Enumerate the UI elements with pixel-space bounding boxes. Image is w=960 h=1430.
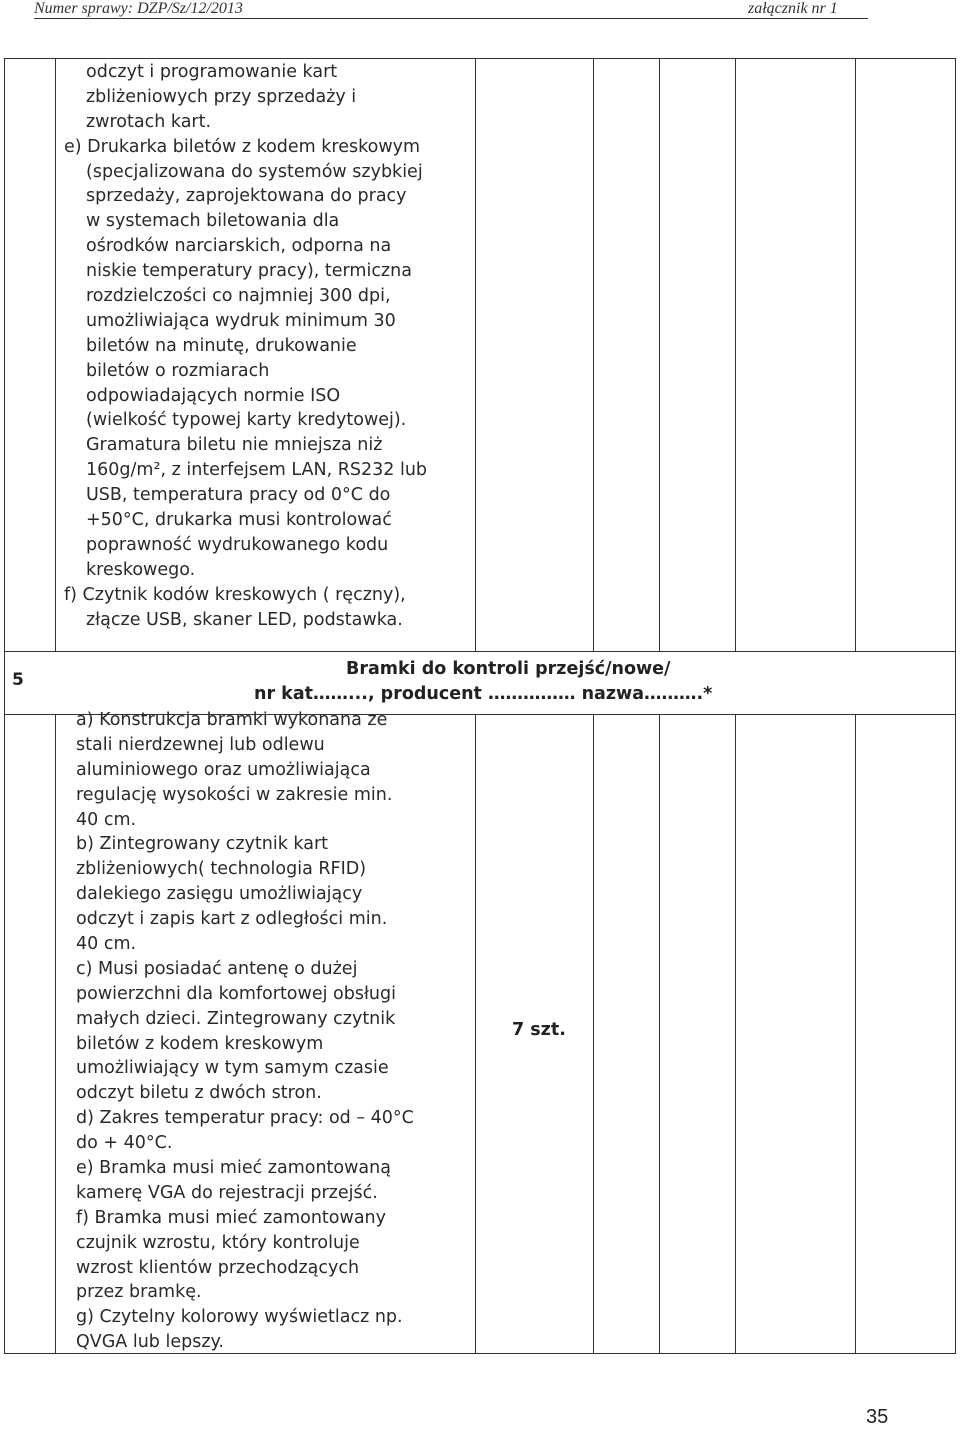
header-rule: [34, 18, 868, 19]
text-line: 160g/m², z interfejsem LAN, RS232 lub: [86, 460, 428, 481]
text-line: g) Czytelny kolorowy wyświetlacz np.: [76, 1307, 403, 1328]
row4-description: [64, 60, 427, 632]
attachment-label: załącznik nr 1: [748, 0, 838, 17]
text-line: ośrodków narciarskich, odporna na: [86, 236, 392, 257]
row5-description: [76, 708, 414, 1355]
text-line: c) Musi posiadać antenę o dużej: [76, 958, 358, 979]
text-line: do + 40°C.: [76, 1133, 173, 1154]
text-line: dalekiego zasięgu umożliwiający: [76, 884, 363, 905]
col-divider-5b: [735, 714, 736, 1354]
text-line: w systemach biletowania dla: [86, 211, 340, 232]
text-line: e) Bramka musi mieć zamontowaną: [76, 1158, 391, 1179]
text-line: odczyt i programowanie kart: [86, 62, 338, 82]
text-line: +50°C, drukarka musi kontrolować: [86, 510, 392, 531]
text-line: sprzedaży, zaprojektowana do pracy: [86, 186, 407, 207]
text-line: f) Czytnik kodów kreskowych ( ręczny),: [64, 584, 406, 605]
text-line: umożliwiający w tym samym czasie: [76, 1058, 389, 1079]
item-heading-line1: Bramki do kontroli przejść/nowe/: [346, 659, 671, 679]
text-line: umożliwiająca wydruk minimum 30: [86, 310, 396, 331]
text-line: b) Zintegrowany czytnik kart: [76, 834, 329, 855]
col-divider-2: [475, 59, 476, 651]
text-line: zbliżeniowych przy sprzedaży i: [86, 86, 357, 107]
text-line: zbliżeniowych( technologia RFID): [76, 859, 367, 880]
text-line: USB, temperatura pracy od 0°C do: [86, 485, 391, 506]
text-line: biletów o rozmiarach: [86, 360, 270, 381]
text-line: złącze USB, skaner LED, podstawka.: [86, 609, 403, 630]
text-line: aluminiowego oraz umożliwiająca: [76, 759, 371, 780]
text-line: 40 cm.: [76, 809, 137, 830]
text-line: niskie temperatury pracy), termiczna: [86, 261, 412, 282]
text-line: regulację wysokości w zakresie min.: [76, 784, 393, 805]
col-divider-2b: [475, 714, 476, 1354]
text-line: małych dzieci. Zintegrowany czytnik: [76, 1008, 396, 1029]
text-line: rozdzielczości co najmniej 300 dpi,: [86, 286, 391, 307]
text-line: kamerę VGA do rejestracji przejść.: [76, 1182, 378, 1203]
text-line: biletów na minutę, drukowanie: [86, 335, 357, 356]
text-line: odczyt biletu z dwóch stron.: [76, 1083, 322, 1104]
text-line: stali nierdzewnej lub odlewu: [76, 734, 325, 755]
text-line: e) Drukarka biletów z kodem kreskowym: [64, 136, 421, 157]
col-divider-1b: [55, 714, 56, 1354]
case-number: Numer sprawy: DZP/Sz/12/2013: [34, 0, 243, 17]
quantity: 7 szt.: [512, 1020, 566, 1040]
col-divider-3: [593, 59, 594, 651]
col-divider-6b: [855, 714, 856, 1354]
text-line: odczyt i zapis kart z odległości min.: [76, 909, 388, 930]
col-divider-3b: [593, 714, 594, 1354]
text-line: czujnik wzrostu, który kontroluje: [76, 1232, 360, 1253]
col-divider-5: [735, 59, 736, 651]
col-divider-4b: [659, 714, 660, 1354]
text-line: zwrotach kart.: [86, 111, 212, 132]
text-line: kreskowego.: [86, 559, 196, 580]
text-line: przez bramkę.: [76, 1282, 202, 1303]
text-line: powierzchni dla komfortowej obsługi: [76, 983, 396, 1004]
text-line: 40 cm.: [76, 934, 137, 955]
text-line: a) Konstrukcja bramki wykonana ze: [76, 710, 388, 730]
row-number: 5: [12, 670, 24, 690]
item-heading-line2: nr kat……..., producent …………… nazwa……….*: [254, 684, 713, 704]
text-line: biletów z kodem kreskowym: [76, 1033, 324, 1054]
text-line: poprawność wydrukowanego kodu: [86, 534, 389, 555]
text-line: wzrost klientów przechodzących: [76, 1257, 360, 1278]
col-divider-6: [855, 59, 856, 651]
text-line: QVGA lub lepszy.: [76, 1332, 224, 1353]
text-line: odpowiadających normie ISO: [86, 385, 341, 406]
text-line: (wielkość typowej karty kredytowej).: [86, 410, 407, 431]
col-divider-4: [659, 59, 660, 651]
col-divider-1: [55, 59, 56, 651]
text-line: f) Bramka musi mieć zamontowany: [76, 1207, 386, 1228]
row-divider-top-5: [5, 651, 955, 652]
text-line: Gramatura biletu nie mniejsza niż: [86, 435, 383, 456]
page-number: 35: [866, 1406, 889, 1428]
text-line: d) Zakres temperatur pracy: od – 40°C: [76, 1108, 414, 1129]
text-line: (specjalizowana do systemów szybkiej: [86, 161, 423, 182]
